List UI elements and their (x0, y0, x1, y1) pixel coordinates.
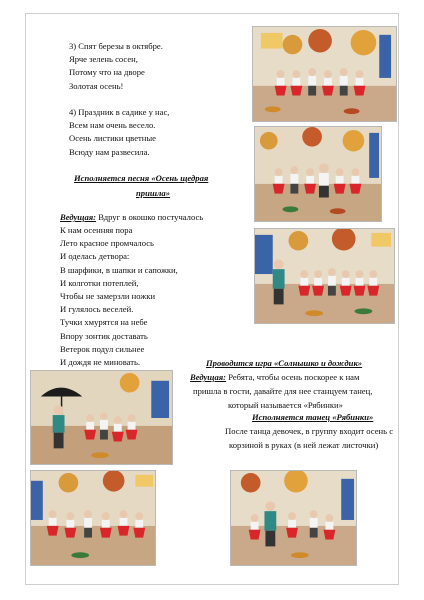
speech-line: И дождя не миновать. (60, 357, 141, 368)
speech-text: Вдруг в окошко постучалось (96, 212, 204, 222)
dance-line-1: После танца девочек, в группу входит осень с (225, 426, 394, 436)
speech-line: И гулялось веселей. (60, 304, 134, 315)
speech-line: Впору зонтик доставать (60, 330, 148, 341)
speech-line: И колготки потеплей, (60, 277, 139, 288)
game-heading: Проводится игра «Солнышко и дождик» (206, 358, 363, 368)
umbrella-game-photo (30, 370, 173, 465)
song-heading-line-2: пришла» (136, 188, 171, 198)
speech-text: Ребята, чтобы осень поскорее к нам (226, 372, 360, 382)
speaker-label: Ведущая: (190, 372, 227, 382)
speech-line: В шарфики, в шапки и сапожки, (60, 264, 178, 275)
poem-line: Всюду нам развесила. (69, 146, 150, 157)
speech-line: Тучки хмурятся на небе (60, 317, 148, 328)
speech-line: Чтобы не замерзли ножки (60, 291, 156, 302)
lead-speech-first-line (60, 211, 203, 224)
poem-line: Всем нам очень весело. (69, 120, 156, 131)
game-speech-line-2: пришла в гости, давайте для нее станцуем танец, (193, 386, 373, 396)
poem-line: Осень листики цветные (69, 133, 156, 144)
lead-speech-body (60, 224, 178, 369)
autumn-entrance-photo (230, 470, 357, 566)
song-heading-line-1: Исполняется песня «Осень щедрая (74, 173, 209, 183)
poem-line: 3) Спят березы в октябре. (69, 41, 163, 51)
speech-line: Ветерок подул сильнее (60, 343, 145, 354)
children-performing-photo (252, 26, 397, 122)
dance-heading: Исполняется танец «Рябинки» (252, 412, 374, 422)
speaker-label: Ведущая: (60, 212, 97, 222)
poem-line: Золотая осень! (69, 80, 124, 91)
poem-line: Потому что на дворе (69, 67, 145, 78)
poem-line: Ярче зелень сосен, (69, 54, 138, 65)
game-speech-line-3: который называется «Рябинки» (228, 400, 343, 410)
children-standing-photo (254, 126, 382, 222)
teacher-with-children-photo (254, 228, 395, 324)
poem-line: 4) Праздник в садике у нас, (69, 107, 170, 117)
speech-line: Лето красное промчалось (60, 238, 154, 249)
speech-line: К нам осенняя пора (60, 225, 133, 235)
dance-photo (30, 470, 156, 566)
poem-stanza-4 (69, 106, 169, 159)
game-speech-line-1 (190, 371, 359, 384)
speech-line: И оделась детвора: (60, 251, 130, 262)
dance-line-2: корзиной в руках (в ней лежат листочки) (229, 440, 379, 450)
poem-stanza-3 (69, 40, 163, 93)
